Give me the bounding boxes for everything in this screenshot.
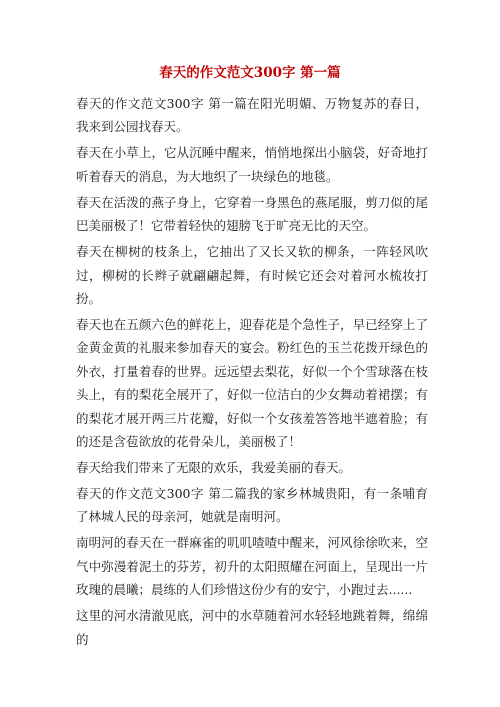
paragraph: 春天也在五颜六色的鲜花上，迎春花是个急性子，早已经穿上了金黄金黄的礼服来参加春天的宴会。粉红色的玉兰花拨开绿色的外衣，打量着春的世界。远远望去梨花，好似一个个雪球落在枝头上，有的梨花全展开了，好似一位洁白的少女舞动着裙摆；有的梨花才展开两三片花瓣，好似一个女孩羞答答地半遮着脸；有的还是含苞欲放的花骨朵儿，美丽极了！ — [76, 317, 428, 450]
paragraph: 春天给我们带来了无限的欢乐，我爱美丽的春天。 — [76, 460, 352, 476]
paragraph: 春天在柳树的枝条上，它抽出了又长又软的柳条，一阵轻风吹过，柳树的长辫子就翩翩起舞，有时候它还会对着河水梳妆打扮。 — [76, 244, 428, 307]
paragraph: 南明河的春天在一群麻雀的叽叽喳喳中醒来，河风徐徐吹来，空气中弥漫着泥土的芬芳，初升的太阳照耀在河面上，呈现出一片玫瑰的晨曦；晨练的人们珍惜这份少有的安宁，小跑过去...... — [76, 535, 428, 598]
paragraph: 春天的作文范文300字 第二篇我的家乡林城贵阳，有一条哺育了林城人民的母亲河，她就是南明河。 — [76, 486, 428, 525]
paragraph: 春天在小草上，它从沉睡中醒来，悄悄地探出小脑袋，好奇地打听着春天的消息，为大地织了一块绿色的地毯。 — [76, 145, 428, 184]
document-title: 春天的作文范文300字 第一篇 — [159, 65, 341, 81]
paragraph: 春天在活泼的燕子身上，它穿着一身黑色的燕尾服，剪刀似的尾巴美丽极了！它带着轻快的翅膀飞于旷亮无比的天空。 — [76, 194, 428, 234]
document-body — [76, 92, 428, 654]
paragraph: 这里的河水清澈见底，河中的水草随着河水轻轻地跳着舞，绵绵的 — [76, 608, 428, 647]
paragraph: 春天的作文范文300字 第一篇在阳光明媚、万物复苏的春日，我来到公园找春天。 — [76, 96, 428, 135]
